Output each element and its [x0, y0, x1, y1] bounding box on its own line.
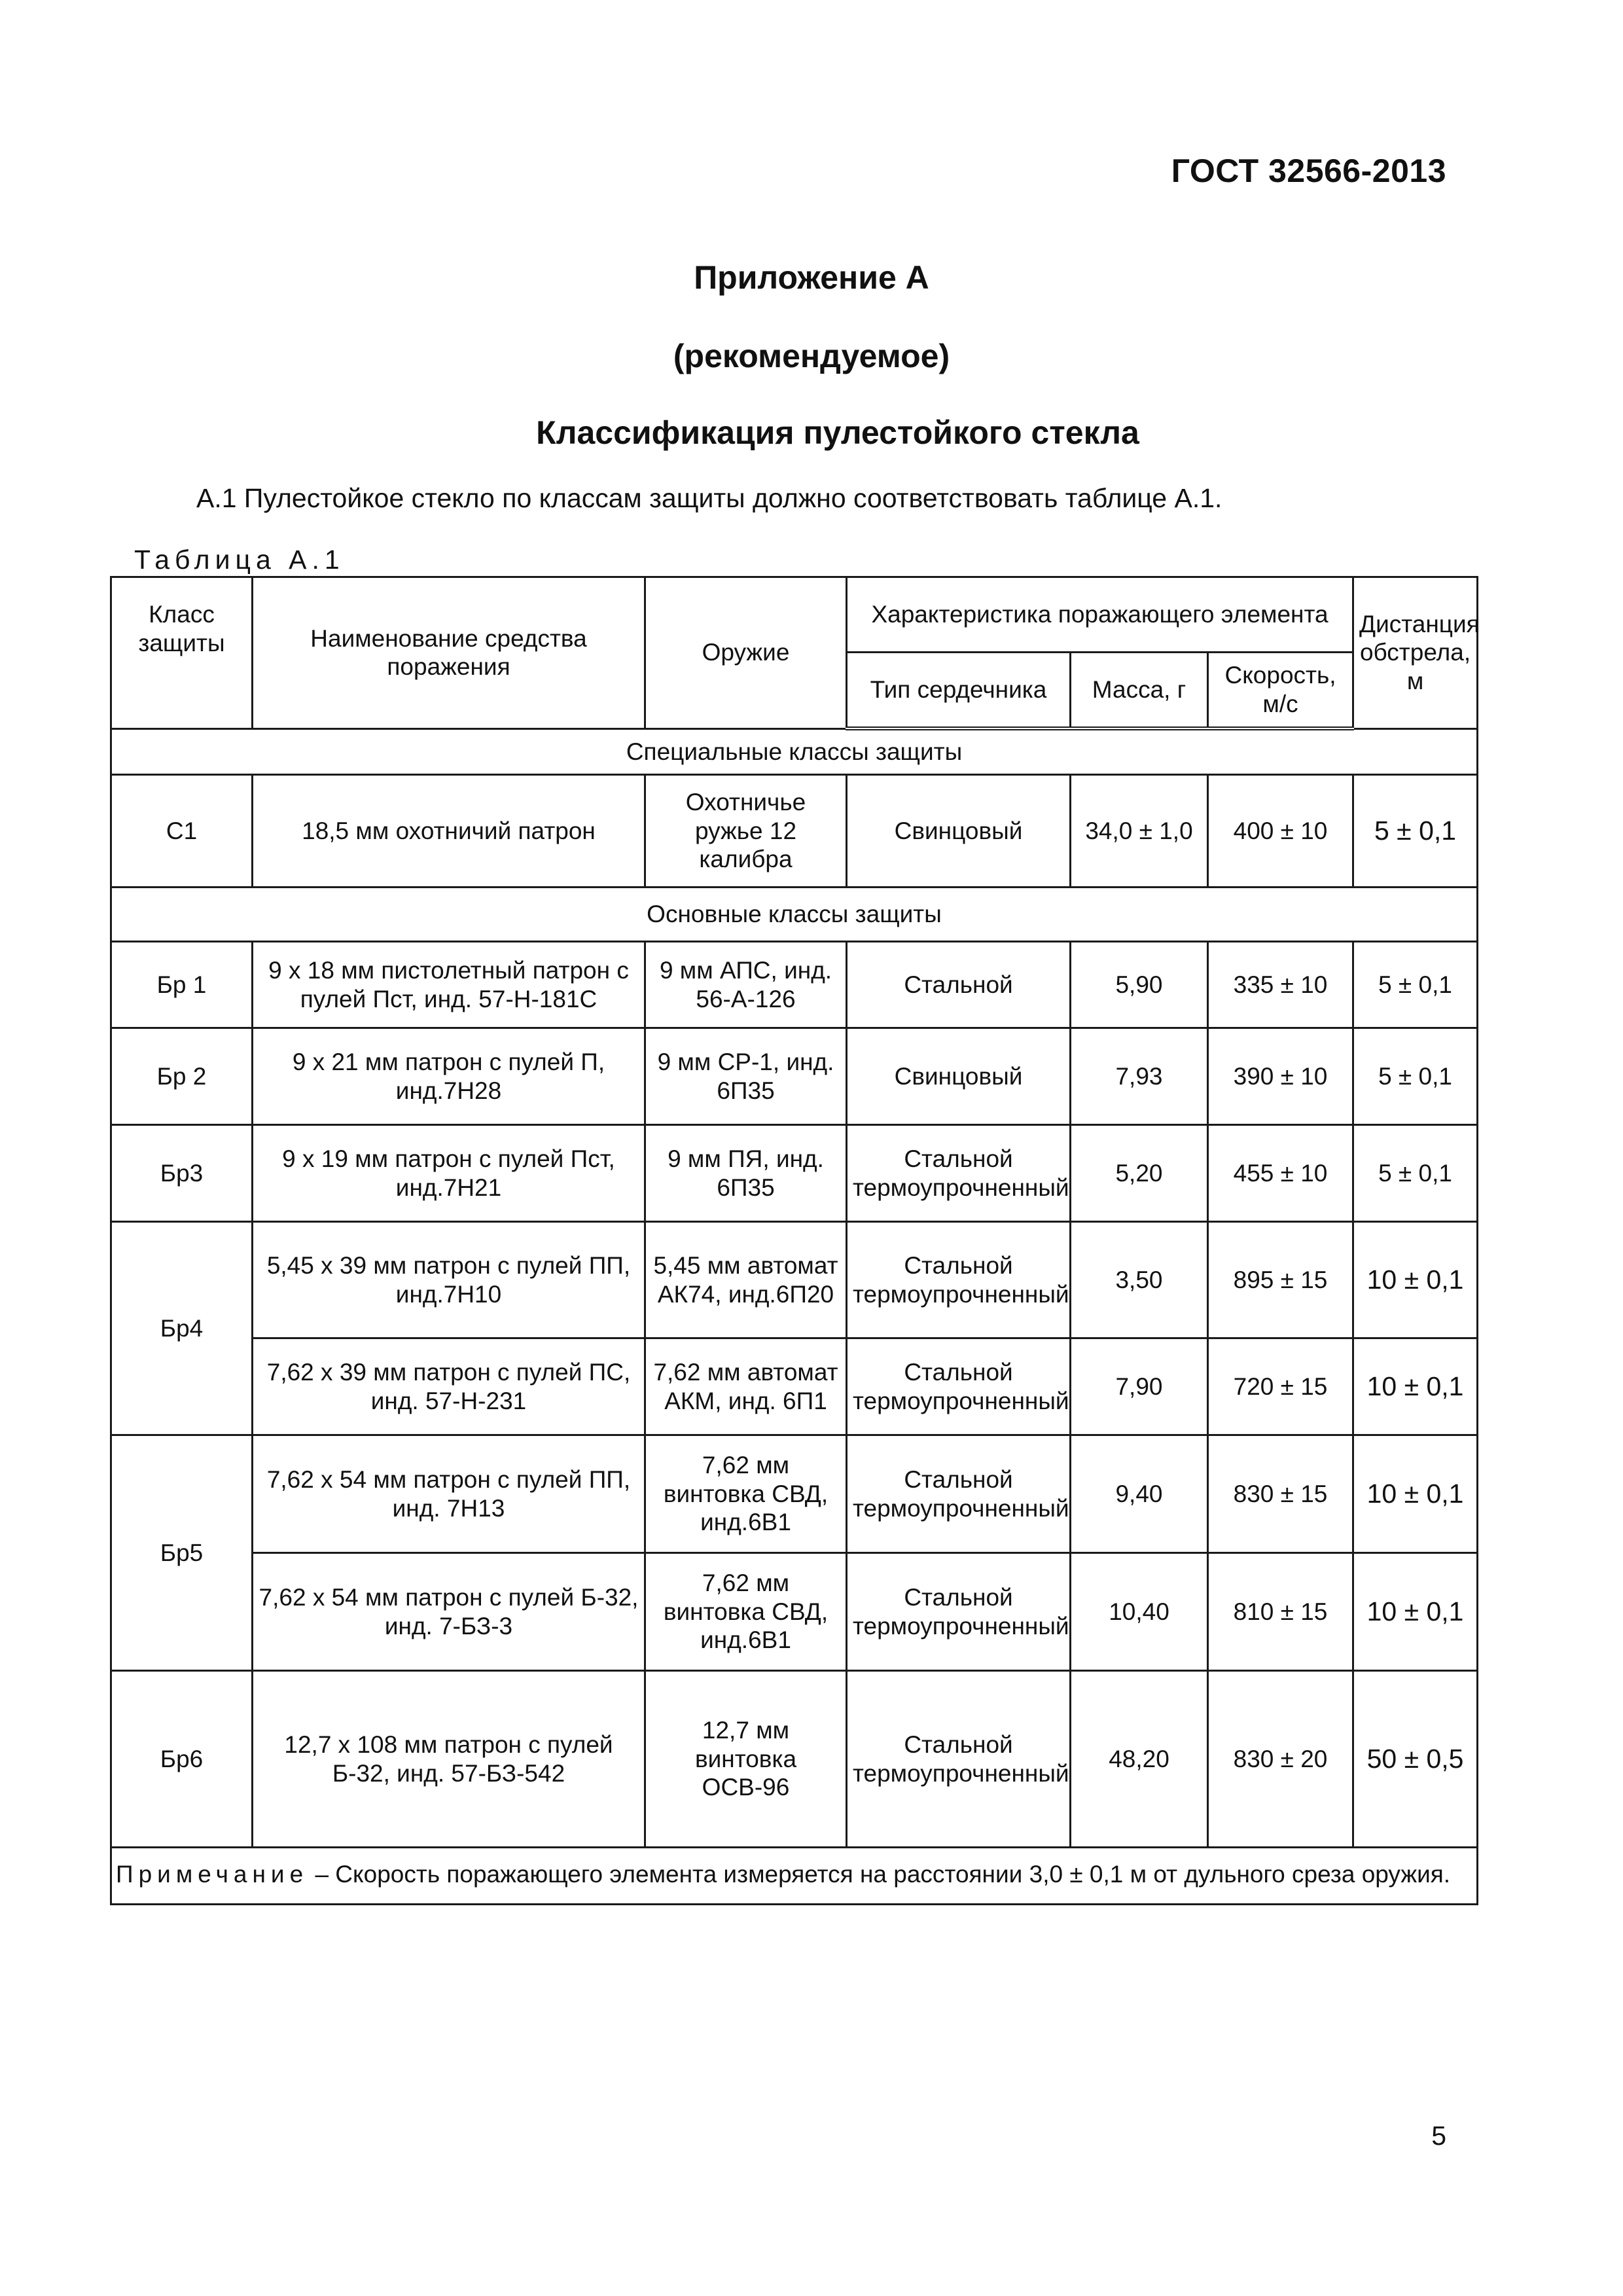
cell-weapon: 7,62 мм винтовка СВД, инд.6В1 [645, 1435, 847, 1553]
header-speed: Скорость, м/с [1208, 653, 1353, 729]
cell-core: Стальной термоупрочненный [847, 1125, 1071, 1222]
cell-core: Стальной термоупрочненный [847, 1222, 1071, 1338]
table-row [111, 1222, 1478, 1338]
note-text: – Скорость поражающего элемента измеряется на расстоянии 3,0 ± 0,1 м от дульного среза оружия. [315, 1861, 1451, 1888]
table-row [111, 942, 1478, 1028]
cell-mass: 7,90 [1071, 1338, 1208, 1435]
cell-means: 9 х 19 мм патрон с пулей Пст, инд.7Н21 [253, 1125, 645, 1222]
cell-weapon: Охотничье ружье 12 калибра [645, 775, 847, 888]
cell-weapon: 7,62 мм автомат АКМ, инд. 6П1 [645, 1338, 847, 1435]
section-label: Специальные классы защиты [111, 728, 1478, 775]
cell-distance: 5 ± 0,1 [1353, 942, 1478, 1028]
cell-core: Стальной термоупрочненный [847, 1671, 1071, 1848]
cell-core: Стальной термоупрочненный [847, 1553, 1071, 1671]
cell-weapon: 9 мм АПС, инд. 56-А-126 [645, 942, 847, 1028]
cell-mass: 10,40 [1071, 1553, 1208, 1671]
section-row-special [111, 728, 1478, 775]
cell-speed: 830 ± 15 [1208, 1435, 1353, 1553]
header-characteristics: Характеристика поражающего элемента [847, 577, 1353, 653]
intro-paragraph: А.1 Пулестойкое стекло по классам защиты должно соответствовать таблице А.1. [196, 483, 1222, 513]
table-row [111, 775, 1478, 888]
cell-mass: 48,20 [1071, 1671, 1208, 1848]
cell-distance: 10 ± 0,1 [1353, 1338, 1478, 1435]
cell-distance: 10 ± 0,1 [1353, 1222, 1478, 1338]
table-row [111, 1671, 1478, 1848]
header-means: Наименование средства поражения [253, 577, 645, 729]
cell-means: 18,5 мм охотничий патрон [253, 775, 645, 888]
section-label: Основные классы защиты [111, 888, 1478, 942]
header-weapon: Оружие [645, 577, 847, 729]
table-header [111, 577, 1478, 729]
table-row [111, 1338, 1478, 1435]
cell-core: Стальной термоупрочненный [847, 1338, 1071, 1435]
cell-distance: 5 ± 0,1 [1353, 1028, 1478, 1125]
cell-speed: 895 ± 15 [1208, 1222, 1353, 1338]
cell-speed: 400 ± 10 [1208, 775, 1353, 888]
cell-weapon: 9 мм СР-1, инд. 6П35 [645, 1028, 847, 1125]
cell-class: Бр6 [111, 1671, 253, 1848]
cell-weapon: 7,62 мм винтовка СВД, инд.6В1 [645, 1553, 847, 1671]
cell-distance: 10 ± 0,1 [1353, 1435, 1478, 1553]
cell-distance: 10 ± 0,1 [1353, 1553, 1478, 1671]
cell-distance: 5 ± 0,1 [1353, 1125, 1478, 1222]
note-label: Примечание [116, 1861, 309, 1888]
cell-means: 7,62 х 54 мм патрон с пулей Б-32, инд. 7-БЗ-3 [253, 1553, 645, 1671]
cell-distance: 50 ± 0,5 [1353, 1671, 1478, 1848]
table-row [111, 1125, 1478, 1222]
cell-means: 9 х 18 мм пистолетный патрон с пулей Пст, инд. 57-Н-181С [253, 942, 645, 1028]
table-row [111, 1028, 1478, 1125]
classification-table [110, 576, 1478, 1905]
section-row-main [111, 888, 1478, 942]
cell-class: С1 [111, 775, 253, 888]
cell-class: Бр 2 [111, 1028, 253, 1125]
cell-core: Стальной термоупрочненный [847, 1435, 1071, 1553]
cell-speed: 390 ± 10 [1208, 1028, 1353, 1125]
cell-core: Стальной [847, 942, 1071, 1028]
section-title: Классификация пулестойкого стекла [536, 414, 1139, 451]
table-note [111, 1848, 1478, 1905]
cell-speed: 455 ± 10 [1208, 1125, 1353, 1222]
cell-weapon: 9 мм ПЯ, инд. 6П35 [645, 1125, 847, 1222]
cell-speed: 810 ± 15 [1208, 1553, 1353, 1671]
cell-weapon: 12,7 мм винтовка ОСВ-96 [645, 1671, 847, 1848]
header-core-type: Тип сердечника [847, 653, 1071, 729]
cell-mass: 7,93 [1071, 1028, 1208, 1125]
header-distance: Дистанция обстрела, м [1353, 577, 1478, 729]
cell-speed: 830 ± 20 [1208, 1671, 1353, 1848]
cell-mass: 34,0 ± 1,0 [1071, 775, 1208, 888]
appendix-status: (рекомендуемое) [673, 338, 950, 374]
cell-mass: 3,50 [1071, 1222, 1208, 1338]
cell-weapon: 5,45 мм автомат АК74, инд.6П20 [645, 1222, 847, 1338]
cell-class: Бр5 [111, 1435, 253, 1671]
cell-class: Бр 1 [111, 942, 253, 1028]
cell-means: 9 х 21 мм патрон с пулей П, инд.7Н28 [253, 1028, 645, 1125]
table-caption: Таблица А.1 [134, 545, 345, 575]
cell-mass: 5,90 [1071, 942, 1208, 1028]
cell-means: 12,7 х 108 мм патрон с пулей Б-32, инд. 57-БЗ-542 [253, 1671, 645, 1848]
cell-means: 7,62 х 54 мм патрон с пулей ПП, инд. 7Н13 [253, 1435, 645, 1553]
cell-means: 5,45 х 39 мм патрон с пулей ПП, инд.7Н10 [253, 1222, 645, 1338]
cell-distance: 5 ± 0,1 [1353, 775, 1478, 888]
cell-speed: 335 ± 10 [1208, 942, 1353, 1028]
page-number: 5 [1431, 2121, 1446, 2151]
appendix-title: Приложение А [694, 259, 929, 296]
cell-class: Бр4 [111, 1222, 253, 1435]
cell-means: 7,62 х 39 мм патрон с пулей ПС, инд. 57-Н-231 [253, 1338, 645, 1435]
header-class: Класс защиты [111, 577, 253, 729]
table-row [111, 1553, 1478, 1671]
cell-core: Свинцовый [847, 775, 1071, 888]
cell-class: Бр3 [111, 1125, 253, 1222]
table-row [111, 1435, 1478, 1553]
standard-code: ГОСТ 32566-2013 [1171, 152, 1446, 189]
cell-mass: 9,40 [1071, 1435, 1208, 1553]
cell-mass: 5,20 [1071, 1125, 1208, 1222]
cell-speed: 720 ± 15 [1208, 1338, 1353, 1435]
note-row [111, 1848, 1478, 1905]
cell-core: Свинцовый [847, 1028, 1071, 1125]
header-mass: Масса, г [1071, 653, 1208, 729]
